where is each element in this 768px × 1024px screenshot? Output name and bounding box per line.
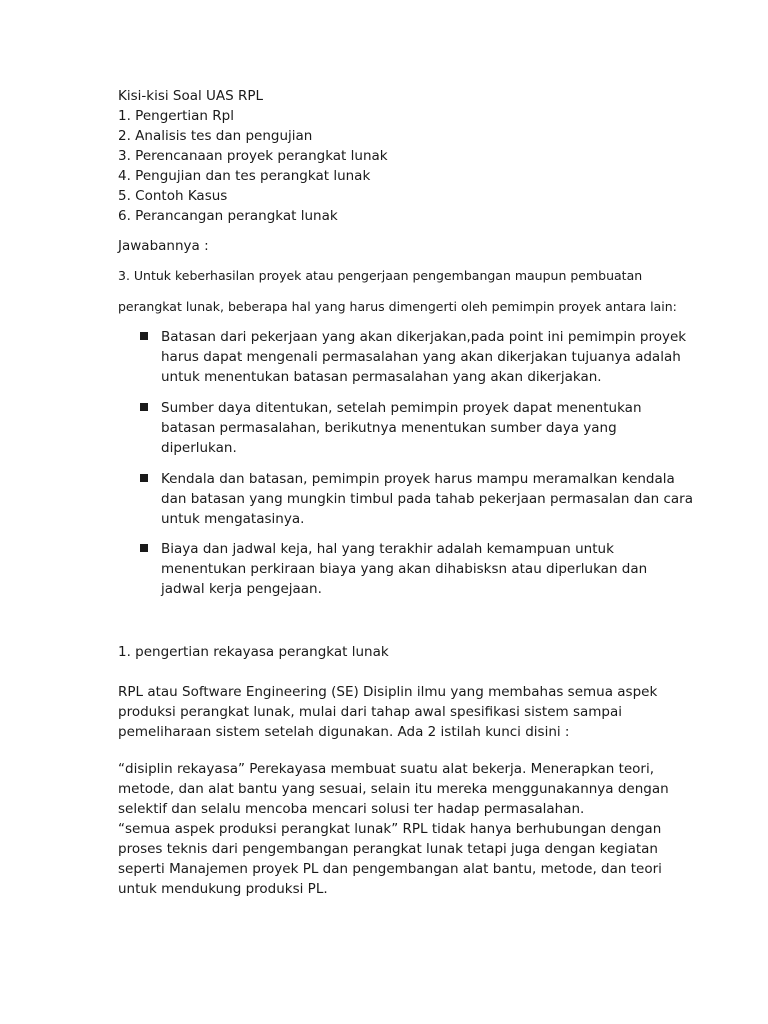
section3-intro-line-2: perangkat lunak, beberapa hal yang harus dimengerti oleh pemimpin proyek antara lain: <box>118 299 677 314</box>
bullet-line: harus dapat mengenali permasalahan yang akan dikerjakan tujuanya adalah <box>161 349 681 365</box>
outline-item-1: 1. Pengertian Rpl <box>118 108 234 124</box>
section3-intro-line-1: 3. Untuk keberhasilan proyek atau pengerjaan pengembangan maupun pembuatan <box>118 268 643 283</box>
square-bullet-icon <box>140 474 148 482</box>
answer-heading: Jawabannya : <box>118 238 209 254</box>
bullet-line: untuk mengatasinya. <box>161 511 305 527</box>
section1-heading: 1. pengertian rekayasa perangkat lunak <box>118 644 389 660</box>
bullet-text <box>161 327 687 387</box>
outline-item-3: 3. Perencanaan proyek perangkat lunak <box>118 148 388 164</box>
document-title: Kisi-kisi Soal UAS RPL <box>118 88 264 104</box>
bullet-line: jadwal kerja pengejaan. <box>161 581 322 597</box>
square-bullet-icon <box>140 332 148 340</box>
terms-line: seperti Manajemen proyek PL dan pengembangan alat bantu, metode, dan teori <box>118 861 662 877</box>
terms-line: proses teknis dari pengembangan perangkat lunak tetapi juga dengan kegiatan <box>118 841 658 857</box>
section1-paragraph <box>118 682 658 742</box>
terms-line: metode, dan alat bantu yang sesuai, selain itu mereka menggunakannya dengan <box>118 781 669 797</box>
square-bullet-icon <box>140 403 148 411</box>
bullet-line: batasan permasalahan, berikutnya menentukan sumber daya yang <box>161 420 617 436</box>
bullet-text <box>161 398 661 458</box>
terms-line: “semua aspek produksi perangkat lunak” RPL tidak hanya berhubungan dengan <box>118 821 662 837</box>
paragraph-line: RPL atau Software Engineering (SE) Disiplin ilmu yang membahas semua aspek <box>118 684 658 700</box>
bullet-line: untuk menentukan batasan permasalahan yang akan dikerjakan. <box>161 369 602 385</box>
bullet-line: menentukan perkiraan biaya yang akan dihabisksn atau diperlukan dan <box>161 561 648 577</box>
bullet-line: Biaya dan jadwal keja, hal yang terakhir adalah kemampuan untuk <box>161 541 614 557</box>
section1-terms <box>118 759 669 899</box>
outline-item-2: 2. Analisis tes dan pengujian <box>118 128 313 144</box>
outline-item-6: 6. Perancangan perangkat lunak <box>118 208 338 224</box>
terms-line: “disiplin rekayasa” Perekayasa membuat suatu alat bekerja. Menerapkan teori, <box>118 761 655 777</box>
bullet-text <box>161 469 693 529</box>
outline-item-4: 4. Pengujian dan tes perangkat lunak <box>118 168 371 184</box>
bullet-line: Kendala dan batasan, pemimpin proyek harus mampu meramalkan kendala <box>161 471 675 487</box>
bullet-text <box>161 539 661 599</box>
bullet-line: Batasan dari pekerjaan yang akan dikerjakan,pada point ini pemimpin proyek <box>161 329 687 345</box>
terms-line: untuk mendukung produksi PL. <box>118 881 328 897</box>
bullet-line: Sumber daya ditentukan, setelah pemimpin proyek dapat menentukan <box>161 400 642 416</box>
paragraph-line: pemeliharaan sistem setelah digunakan. Ada 2 istilah kunci disini : <box>118 724 570 740</box>
terms-line: selektif dan selalu mencoba mencari solusi ter hadap permasalahan. <box>118 801 585 817</box>
bullet-line: dan batasan yang mungkin timbul pada tahab pekerjaan permasalan dan cara <box>161 491 693 507</box>
paragraph-line: produksi perangkat lunak, mulai dari tahap awal spesifikasi sistem sampai <box>118 704 623 720</box>
outline-item-5: 5. Contoh Kasus <box>118 188 228 204</box>
square-bullet-icon <box>140 544 148 552</box>
bullet-line: diperlukan. <box>161 440 237 456</box>
